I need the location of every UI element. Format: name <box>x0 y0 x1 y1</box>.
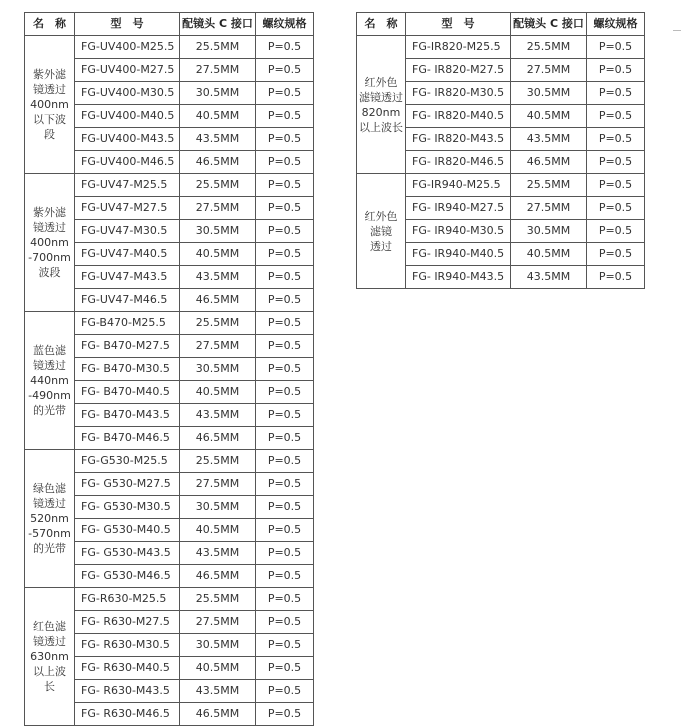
mount-cell: 46.5MM <box>180 151 256 174</box>
mount-cell: 40.5MM <box>511 243 587 266</box>
group-name-line: 长 <box>44 680 55 693</box>
group-name-line: 镜透过 <box>33 221 66 234</box>
pitch-cell: P=0.5 <box>256 404 314 427</box>
mount-cell: 40.5MM <box>180 519 256 542</box>
model-cell: FG- R630-M27.5 <box>75 611 180 634</box>
pitch-cell: P=0.5 <box>587 59 645 82</box>
pitch-cell: P=0.5 <box>256 381 314 404</box>
mount-cell: 25.5MM <box>180 588 256 611</box>
filter-group-name <box>25 312 75 450</box>
group-name-line: 蓝色滤 <box>33 344 66 357</box>
mount-cell: 43.5MM <box>180 542 256 565</box>
header-pitch: 螺纹规格 <box>587 13 645 36</box>
mount-cell: 27.5MM <box>180 59 256 82</box>
group-name-line: 镜透过 <box>33 359 66 372</box>
mount-cell: 43.5MM <box>180 680 256 703</box>
group-name-line: 以下波 <box>33 113 66 126</box>
mount-cell: 43.5MM <box>180 266 256 289</box>
header-model: 型 号 <box>406 13 511 36</box>
pitch-cell: P=0.5 <box>256 36 314 59</box>
model-cell: FG- IR820-M46.5 <box>406 151 511 174</box>
pitch-cell: P=0.5 <box>256 542 314 565</box>
model-cell: FG- B470-M27.5 <box>75 335 180 358</box>
mount-cell: 25.5MM <box>180 312 256 335</box>
pitch-cell: P=0.5 <box>256 82 314 105</box>
group-name-line: 红外色 <box>364 209 398 223</box>
model-cell: FG- G530-M27.5 <box>75 473 180 496</box>
pitch-cell: P=0.5 <box>256 634 314 657</box>
pitch-cell: P=0.5 <box>587 128 645 151</box>
model-cell: FG- IR940-M30.5 <box>406 220 511 243</box>
header-name: 名 称 <box>25 13 75 36</box>
pitch-cell: P=0.5 <box>256 197 314 220</box>
group-name-line: 紫外滤 <box>33 68 66 81</box>
mount-cell: 30.5MM <box>180 220 256 243</box>
model-cell: FG-UV47-M46.5 <box>75 289 180 312</box>
pitch-cell: P=0.5 <box>256 128 314 151</box>
model-cell: FG-IR940-M25.5 <box>406 174 511 197</box>
model-cell: FG-UV47-M43.5 <box>75 266 180 289</box>
pitch-cell: P=0.5 <box>256 266 314 289</box>
model-cell: FG- R630-M43.5 <box>75 680 180 703</box>
group-name-line: 滤镜 <box>370 224 392 238</box>
model-cell: FG-UV400-M40.5 <box>75 105 180 128</box>
mount-cell: 30.5MM <box>180 496 256 519</box>
group-name-line: 红外色 <box>364 75 398 89</box>
mount-cell: 25.5MM <box>180 450 256 473</box>
mount-cell: 27.5MM <box>180 611 256 634</box>
group-name-line: 440nm <box>30 374 69 387</box>
pitch-cell: P=0.5 <box>256 473 314 496</box>
pitch-cell: P=0.5 <box>256 657 314 680</box>
header-row <box>357 13 645 36</box>
pitch-cell: P=0.5 <box>587 36 645 59</box>
edge-divider <box>673 30 681 31</box>
pitch-cell: P=0.5 <box>256 519 314 542</box>
mount-cell: 25.5MM <box>180 174 256 197</box>
mount-cell: 43.5MM <box>180 404 256 427</box>
pitch-cell: P=0.5 <box>256 496 314 519</box>
model-cell: FG-UV400-M27.5 <box>75 59 180 82</box>
model-cell: FG- IR820-M43.5 <box>406 128 511 151</box>
group-name-line: -700nm <box>28 251 71 264</box>
mount-cell: 27.5MM <box>180 197 256 220</box>
group-name-line: 波段 <box>38 266 61 279</box>
model-cell: FG- B470-M46.5 <box>75 427 180 450</box>
pitch-cell: P=0.5 <box>256 450 314 473</box>
mount-cell: 27.5MM <box>180 473 256 496</box>
mount-cell: 40.5MM <box>180 243 256 266</box>
filter-group-name <box>357 36 406 174</box>
model-cell: FG- R630-M30.5 <box>75 634 180 657</box>
group-name-line: 滤镜透过 <box>359 90 403 104</box>
model-cell: FG- G530-M43.5 <box>75 542 180 565</box>
pitch-cell: P=0.5 <box>256 59 314 82</box>
pitch-cell: P=0.5 <box>587 266 645 289</box>
pitch-cell: P=0.5 <box>256 703 314 726</box>
pitch-cell: P=0.5 <box>256 427 314 450</box>
mount-cell: 40.5MM <box>180 105 256 128</box>
mount-cell: 27.5MM <box>511 59 587 82</box>
header-name: 名 称 <box>357 13 406 36</box>
pitch-cell: P=0.5 <box>587 220 645 243</box>
model-cell: FG- B470-M43.5 <box>75 404 180 427</box>
pitch-cell: P=0.5 <box>256 611 314 634</box>
model-cell: FG- IR940-M40.5 <box>406 243 511 266</box>
right-spec-table <box>356 12 645 289</box>
filter-group-name <box>25 450 75 588</box>
pitch-cell: P=0.5 <box>256 312 314 335</box>
model-cell: FG-UV47-M40.5 <box>75 243 180 266</box>
group-name-line: 镜透过 <box>33 83 66 96</box>
mount-cell: 46.5MM <box>511 151 587 174</box>
filter-group-name <box>25 588 75 726</box>
mount-cell: 30.5MM <box>511 220 587 243</box>
group-name-line: 400nm <box>30 236 69 249</box>
model-cell: FG-UV47-M30.5 <box>75 220 180 243</box>
pitch-cell: P=0.5 <box>256 243 314 266</box>
mount-cell: 46.5MM <box>180 703 256 726</box>
model-cell: FG- B470-M40.5 <box>75 381 180 404</box>
mount-cell: 46.5MM <box>180 289 256 312</box>
model-cell: FG-R630-M25.5 <box>75 588 180 611</box>
mount-cell: 40.5MM <box>180 381 256 404</box>
right-table-body <box>357 36 645 289</box>
model-cell: FG- IR940-M27.5 <box>406 197 511 220</box>
mount-cell: 27.5MM <box>180 335 256 358</box>
mount-cell: 30.5MM <box>180 358 256 381</box>
pitch-cell: P=0.5 <box>587 243 645 266</box>
model-cell: FG- IR940-M43.5 <box>406 266 511 289</box>
header-mount: 配镜头 C 接口 <box>511 13 587 36</box>
pitch-cell: P=0.5 <box>256 174 314 197</box>
model-cell: FG- G530-M30.5 <box>75 496 180 519</box>
group-name-line: 的光带 <box>33 542 66 555</box>
model-cell: FG-UV400-M30.5 <box>75 82 180 105</box>
table-row <box>25 312 314 335</box>
model-cell: FG-B470-M25.5 <box>75 312 180 335</box>
model-cell: FG-UV400-M46.5 <box>75 151 180 174</box>
group-name-line: 段 <box>44 128 55 141</box>
left-table-body <box>25 36 314 726</box>
left-spec-table <box>24 12 314 726</box>
pitch-cell: P=0.5 <box>256 220 314 243</box>
header-pitch: 螺纹规格 <box>256 13 314 36</box>
model-cell: FG- IR820-M40.5 <box>406 105 511 128</box>
group-name-line: 630nm <box>30 650 69 663</box>
mount-cell: 43.5MM <box>511 128 587 151</box>
group-name-line: 透过 <box>370 239 392 253</box>
group-name-line: 520nm <box>30 512 69 525</box>
pitch-cell: P=0.5 <box>256 680 314 703</box>
pitch-cell: P=0.5 <box>256 289 314 312</box>
pitch-cell: P=0.5 <box>587 197 645 220</box>
group-name-line: 以上波 <box>33 665 66 678</box>
table-row <box>25 450 314 473</box>
model-cell: FG-UV47-M27.5 <box>75 197 180 220</box>
mount-cell: 40.5MM <box>180 657 256 680</box>
pitch-cell: P=0.5 <box>256 565 314 588</box>
mount-cell: 25.5MM <box>511 174 587 197</box>
group-name-line: 绿色滤 <box>33 482 66 495</box>
mount-cell: 43.5MM <box>511 266 587 289</box>
mount-cell: 46.5MM <box>180 565 256 588</box>
pitch-cell: P=0.5 <box>587 174 645 197</box>
table-row <box>25 174 314 197</box>
table-row <box>357 36 645 59</box>
mount-cell: 30.5MM <box>180 634 256 657</box>
model-cell: FG- R630-M40.5 <box>75 657 180 680</box>
table-row <box>357 174 645 197</box>
model-cell: FG-UV400-M25.5 <box>75 36 180 59</box>
mount-cell: 30.5MM <box>511 82 587 105</box>
header-mount: 配镜头 C 接口 <box>180 13 256 36</box>
model-cell: FG-UV400-M43.5 <box>75 128 180 151</box>
group-name-line: 400nm <box>30 98 69 111</box>
pitch-cell: P=0.5 <box>587 151 645 174</box>
pitch-cell: P=0.5 <box>256 105 314 128</box>
model-cell: FG- G530-M46.5 <box>75 565 180 588</box>
model-cell: FG- G530-M40.5 <box>75 519 180 542</box>
pitch-cell: P=0.5 <box>256 335 314 358</box>
filter-group-name <box>25 36 75 174</box>
mount-cell: 46.5MM <box>180 427 256 450</box>
mount-cell: 30.5MM <box>180 82 256 105</box>
pitch-cell: P=0.5 <box>256 151 314 174</box>
table-row <box>25 36 314 59</box>
group-name-line: 镜透过 <box>33 497 66 510</box>
mount-cell: 40.5MM <box>511 105 587 128</box>
model-cell: FG-UV47-M25.5 <box>75 174 180 197</box>
model-cell: FG- B470-M30.5 <box>75 358 180 381</box>
group-name-line: -490nm <box>28 389 71 402</box>
pitch-cell: P=0.5 <box>587 105 645 128</box>
group-name-line: 820nm <box>361 105 401 119</box>
mount-cell: 25.5MM <box>511 36 587 59</box>
pitch-cell: P=0.5 <box>256 588 314 611</box>
mount-cell: 25.5MM <box>180 36 256 59</box>
group-name-line: 以上波长 <box>359 120 403 134</box>
pitch-cell: P=0.5 <box>587 82 645 105</box>
header-model: 型 号 <box>75 13 180 36</box>
model-cell: FG-G530-M25.5 <box>75 450 180 473</box>
group-name-line: 红色滤 <box>33 620 66 633</box>
model-cell: FG- R630-M46.5 <box>75 703 180 726</box>
group-name-line: -570nm <box>28 527 71 540</box>
group-name-line: 镜透过 <box>33 635 66 648</box>
mount-cell: 43.5MM <box>180 128 256 151</box>
model-cell: FG- IR820-M27.5 <box>406 59 511 82</box>
group-name-line: 的光带 <box>33 404 66 417</box>
model-cell: FG-IR820-M25.5 <box>406 36 511 59</box>
group-name-line: 紫外滤 <box>33 206 66 219</box>
mount-cell: 27.5MM <box>511 197 587 220</box>
table-row <box>25 588 314 611</box>
pitch-cell: P=0.5 <box>256 358 314 381</box>
filter-group-name <box>357 174 406 289</box>
model-cell: FG- IR820-M30.5 <box>406 82 511 105</box>
filter-group-name <box>25 174 75 312</box>
header-row <box>25 13 314 36</box>
